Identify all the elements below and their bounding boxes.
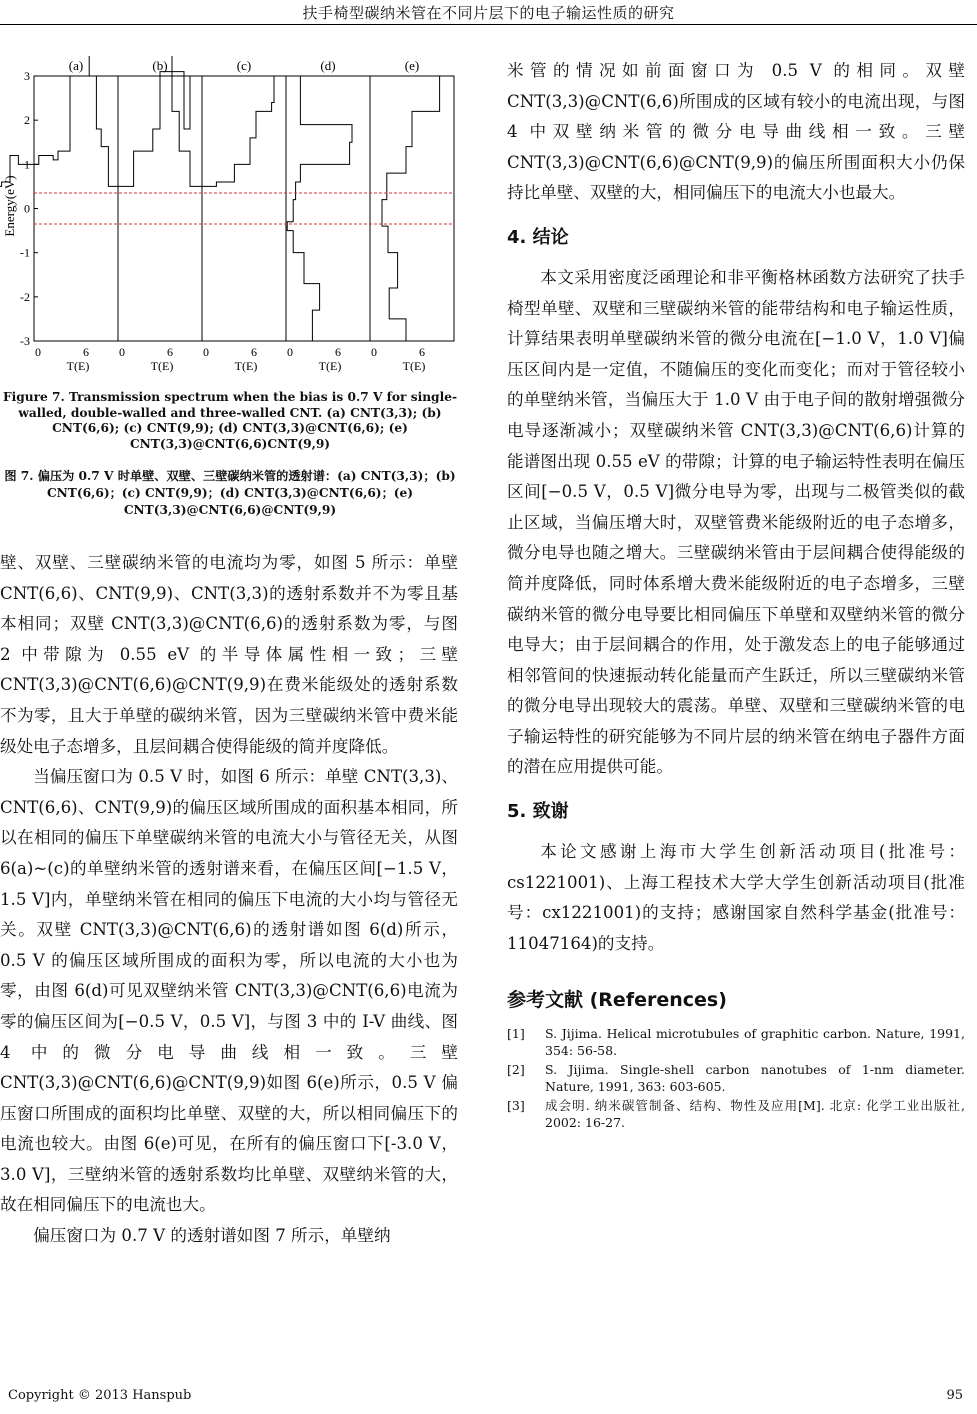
x-tick-label: 0 xyxy=(119,345,125,359)
figure-caption-cn: 图 7. 偏压为 0.7 V 时单壁、双壁、三壁碳纳米管的透射谱：(a) CNT(3,3)；(b) CNT(6,6)；(c) CNT(9,9)；(d) CNT(3,3)@CNT(6,6)；(e) CNT(3,3)@CNT(6,6)@CNT(9,9) xyxy=(4,469,456,517)
x-tick-label: 6 xyxy=(251,345,257,359)
reference-number: [2] xyxy=(507,1062,525,1078)
x-tick-label: 6 xyxy=(419,345,425,359)
running-header: 扶手椅型碳纳米管在不同片层下的电子输运性质的研究 xyxy=(302,4,675,22)
panel-label: (d) xyxy=(320,58,336,73)
y-tick-label: -3 xyxy=(20,334,30,348)
reference-item xyxy=(507,1061,965,1095)
x-axis-label: T(E) xyxy=(318,359,342,373)
x-tick-label: 0 xyxy=(35,345,41,359)
right-column xyxy=(507,56,965,1133)
transmission-spectrum-figure xyxy=(0,56,460,378)
y-tick-label: -1 xyxy=(20,245,30,260)
x-axis-label: T(E) xyxy=(150,359,174,373)
reference-text: S. Jijima. Helical microtubules of graphitic carbon. Nature, 1991, 354: 56-58. xyxy=(545,1026,965,1059)
y-tick-label: 1 xyxy=(24,157,30,172)
panel-frame xyxy=(202,76,286,341)
figure-caption-en: Figure 7. Transmission spectrum when the bias is 0.7 V for single-walled, double-walled and three-walled CNT. (a) CNT(3,3); (b) CNT(6,6); (c) CNT(9,9); (d) CNT(3,3)@CNT(6,6); (e) CNT(3,3)@CNT(6,6)CNT(9,9) xyxy=(2,390,458,451)
y-tick-label: -2 xyxy=(20,289,30,304)
panel-label: (a) xyxy=(68,58,84,73)
reference-text: S. Jijima. Single-shell carbon nanotubes of 1-nm diameter. Nature, 1991, 363: 603-605. xyxy=(545,1062,965,1095)
paragraph: 当偏压窗口为 0.5 V 时，如图 6 所示：单壁 CNT(3,3)、CNT(6,6)、CNT(9,9)的偏压区域所围成的面积基本相同，所以在相同的偏压下单壁碳纳米管的电流大小与管径无关，从图 6(a)~(c)的单壁纳米管的透射谱来看，在偏压区间[−1.5 V，1.5 V]内，单壁纳米管在相同的偏压下电流的大小均与管径无关。双壁 CNT(3,3)@CNT(6,6)的透射谱如图 6(d)所示，0.5 V 的偏压区域所围成的面积为零，所以电流的大小也为零，由图 6(d)可见双壁纳米管 CNT(3,3)@CNT(6,6)电流为零的偏压区间为[−0.5 V，0.5 V]，与图 3 中的 I-V 曲线、图 4 中的微分电导曲线相一致。三壁 CNT(3,3)@CNT(6,6)@CNT(9,9)如图 6(e)所示，0.5 V 偏压窗口所围成的面积均比单壁、双壁的大，所以相同偏压下的电流也较大。由图 6(e)可见，在所有的偏压窗口下[-3.0 V，3.0 V]，三壁纳米管的透射系数均比单壁、双壁纳米管的大，故在相同偏压下的电流也大。 xyxy=(0,767,458,1215)
reference-number: [1] xyxy=(507,1026,525,1042)
y-axis-label: Energy(eV) xyxy=(2,175,17,237)
section-heading-conclusion: 4. 结论 xyxy=(507,226,569,248)
references-heading: 参考文献 (References) xyxy=(507,989,727,1012)
x-axis-label: T(E) xyxy=(66,359,90,373)
x-tick-label: 6 xyxy=(167,345,173,359)
panels-group xyxy=(0,56,454,373)
x-tick-label: 6 xyxy=(83,345,89,359)
reference-item xyxy=(507,1025,965,1059)
paragraph: 本论文感谢上海市大学生创新活动项目(批准号：cs1221001)、上海工程技术大学大学生创新活动项目(批准号：cx1221001)的支持；感谢国家自然科学基金(批准号：11047164)的支持。 xyxy=(507,842,965,953)
x-tick-label: 6 xyxy=(335,345,341,359)
panel-label: (c) xyxy=(236,58,252,73)
transmission-curve xyxy=(287,76,352,341)
footer-copyright: Copyright © 2013 Hanspub xyxy=(8,1388,192,1403)
paragraph: 偏压窗口为 0.7 V 的透射谱如图 7 所示，单壁纳 xyxy=(33,1226,391,1246)
transmission-curve xyxy=(0,76,70,186)
y-tick-label: 0 xyxy=(24,201,30,216)
x-tick-label: 0 xyxy=(287,345,293,359)
header-rule xyxy=(0,24,977,25)
paragraph: 本文采用密度泛函理论和非平衡格林函数方法研究了扶手椅型单壁、双壁和三壁碳纳米管的能带结构和电子输运性质，计算结果表明单壁碳纳米管的微分电流在[−1.0 V，1.0 V]偏压区间内是一定值，不随偏压的变化而变化；而对于管径较小的单壁纳米管，当偏压大于 1.0 V 由于电子间的散射增强微分电导逐渐减小；双壁碳纳米管 CNT(3,3)@CNT(6,6)计算的能谱图出现 0.55 eV 的带隙；计算的电子输运特性表明在偏压区间[−0.5 V，0.5 V]微分电导为零，出现与二极管类似的截止区域，当偏压增大时，双壁管费米能级附近的电子态增多，微分电导也随之增大。三壁碳纳米管由于层间耦合使得能级的简并度降低，同时体系增大费米能级附近的电子态增多，三壁碳纳米管的微分电导要比相同偏压下单壁和双壁纳米管的微分电导大；由于层间耦合的作用，处于激发态上的电子能够通过相邻管间的快速振动转化能量而产生跃迁，所以三壁碳纳米管的微分电导出现较大的震荡。单壁、双壁和三壁碳纳米管的电子输运特性的研究能够为不同片层的纳米管在纳电子器件方面的潜在应用提供可能。 xyxy=(507,267,965,777)
transmission-curve xyxy=(382,76,440,341)
paragraph: 米管的情况如前面窗口为 0.5 V 的相同。双壁 CNT(3,3)@CNT(6,6)所围成的区域有较小的电流出现，与图 4 中双壁纳米管的微分电导曲线相一致。三壁 CNT(3,3)@CNT(6,6)@CNT(9,9)的偏压所围面积大小仍保持比单壁、双壁的大，相同偏压下的电流大小也最大。 xyxy=(507,61,965,203)
x-tick-label: 0 xyxy=(203,345,209,359)
reference-number: [3] xyxy=(507,1098,525,1114)
paragraph: 壁、双壁、三壁碳纳米管的电流均为零，如图 5 所示：单壁 CNT(6,6)、CNT(9,9)、CNT(3,3)的透射系数并不为零且基本相同；双壁 CNT(3,3)@CNT(6,6)的透射系数为零，与图 2 中带隙为 0.55 eV 的半导体属性相一致；三壁 CNT(3,3)@CNT(6,6)@CNT(9,9)在费米能级处的透射系数不为零，且大于单壁的碳纳米管，因为三壁碳纳米管中费米能级处电子态增多，且层间耦合使得能级的简并度降低。 xyxy=(0,553,458,756)
x-axis-label: T(E) xyxy=(402,359,426,373)
panel-label: (e) xyxy=(404,58,420,73)
footer-page-number: 95 xyxy=(946,1388,963,1403)
y-tick-label: 2 xyxy=(24,113,30,128)
x-axis-label: T(E) xyxy=(234,359,258,373)
panel-frame xyxy=(34,76,118,341)
panel-frame xyxy=(286,76,370,341)
section-heading-acknowledgement: 5. 致谢 xyxy=(507,801,569,823)
y-tick-label: 3 xyxy=(24,69,30,83)
reference-text: 成会明. 纳米碳管制备、结构、物性及应用[M]. 北京: 化学工业出版社, 2002: 16-27. xyxy=(545,1098,965,1131)
left-column xyxy=(0,548,458,1252)
x-tick-label: 0 xyxy=(371,345,377,359)
references-list xyxy=(507,1025,965,1131)
panel-label: (b) xyxy=(152,58,168,73)
reference-item xyxy=(507,1097,965,1131)
